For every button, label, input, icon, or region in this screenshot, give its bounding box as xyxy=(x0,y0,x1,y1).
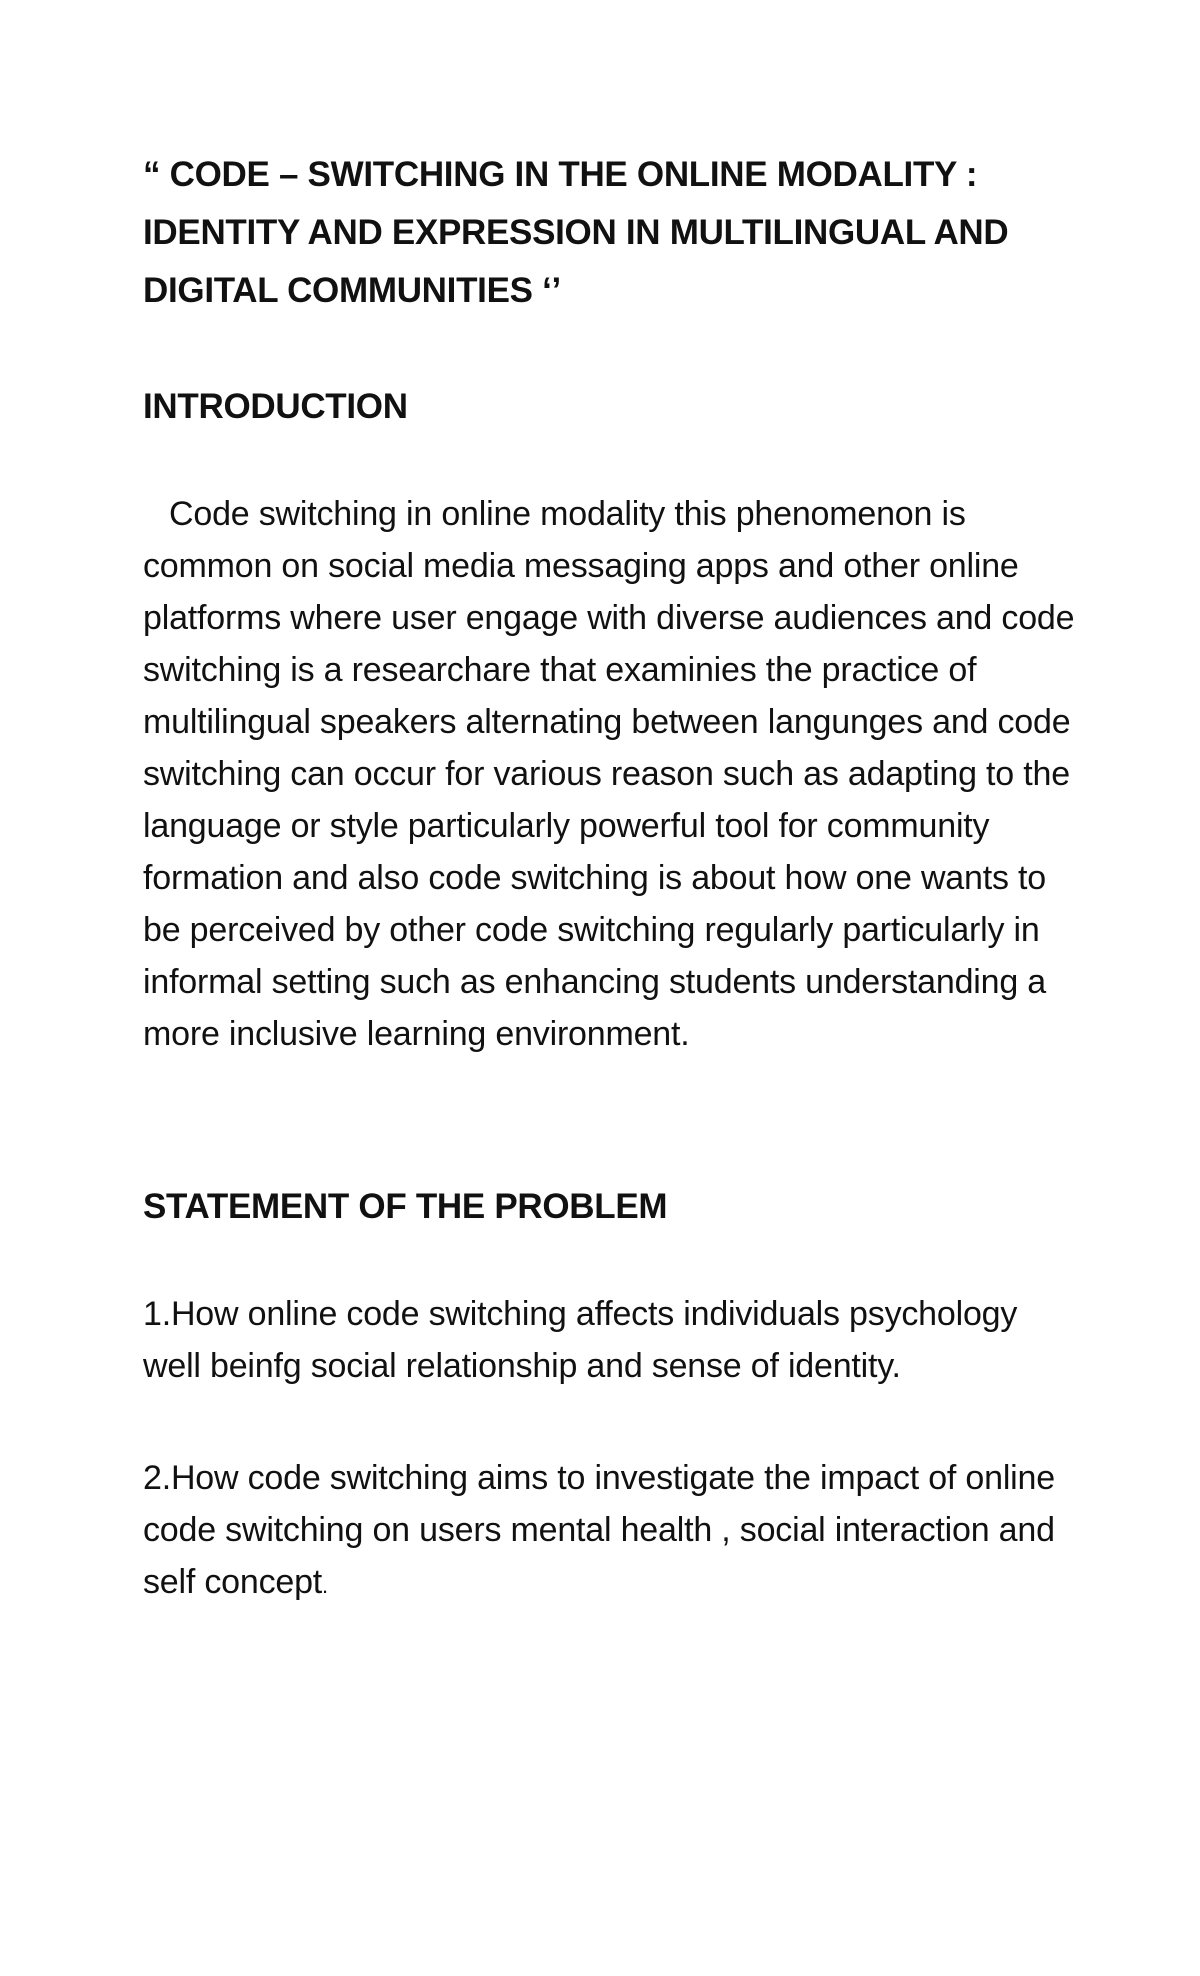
problem-item-2-text: 2.How code switching aims to investigate the impact of online code switching on users mental health , social interaction and self concept xyxy=(143,1459,1055,1601)
introduction-paragraph: Code switching in online modality this phenomenon is common on social media messaging apps and other online platforms where user engage with diverse audiences and code switching is a researchare that examinies the practice of multilingual speakers alternating between langunges and code switching can occur for various reason such as adapting to the language or style particularly powerful tool for community formation and also code switching is about how one wants to be perceived by other code switching regularly particularly in informal setting such as enhancing students understanding a more inclusive learning environment. xyxy=(143,495,1075,1053)
problem-item-1: 1.How online code switching affects individuals psychology well beinfg social relationship and sense of identity. xyxy=(143,1295,1018,1385)
problem-item-2-period: . xyxy=(322,1573,328,1598)
introduction-heading: INTRODUCTION xyxy=(143,387,408,426)
document-title: “ CODE – SWITCHING IN THE ONLINE MODALITY : IDENTITY AND EXPRESSION IN MULTILINGUAL AND DIGITAL COMMUNITIES ‘’ xyxy=(143,155,1009,310)
problem-item-2 xyxy=(143,1452,1083,1612)
problem-statement-heading: STATEMENT OF THE PROBLEM xyxy=(143,1187,668,1226)
document-body xyxy=(143,146,1083,1612)
